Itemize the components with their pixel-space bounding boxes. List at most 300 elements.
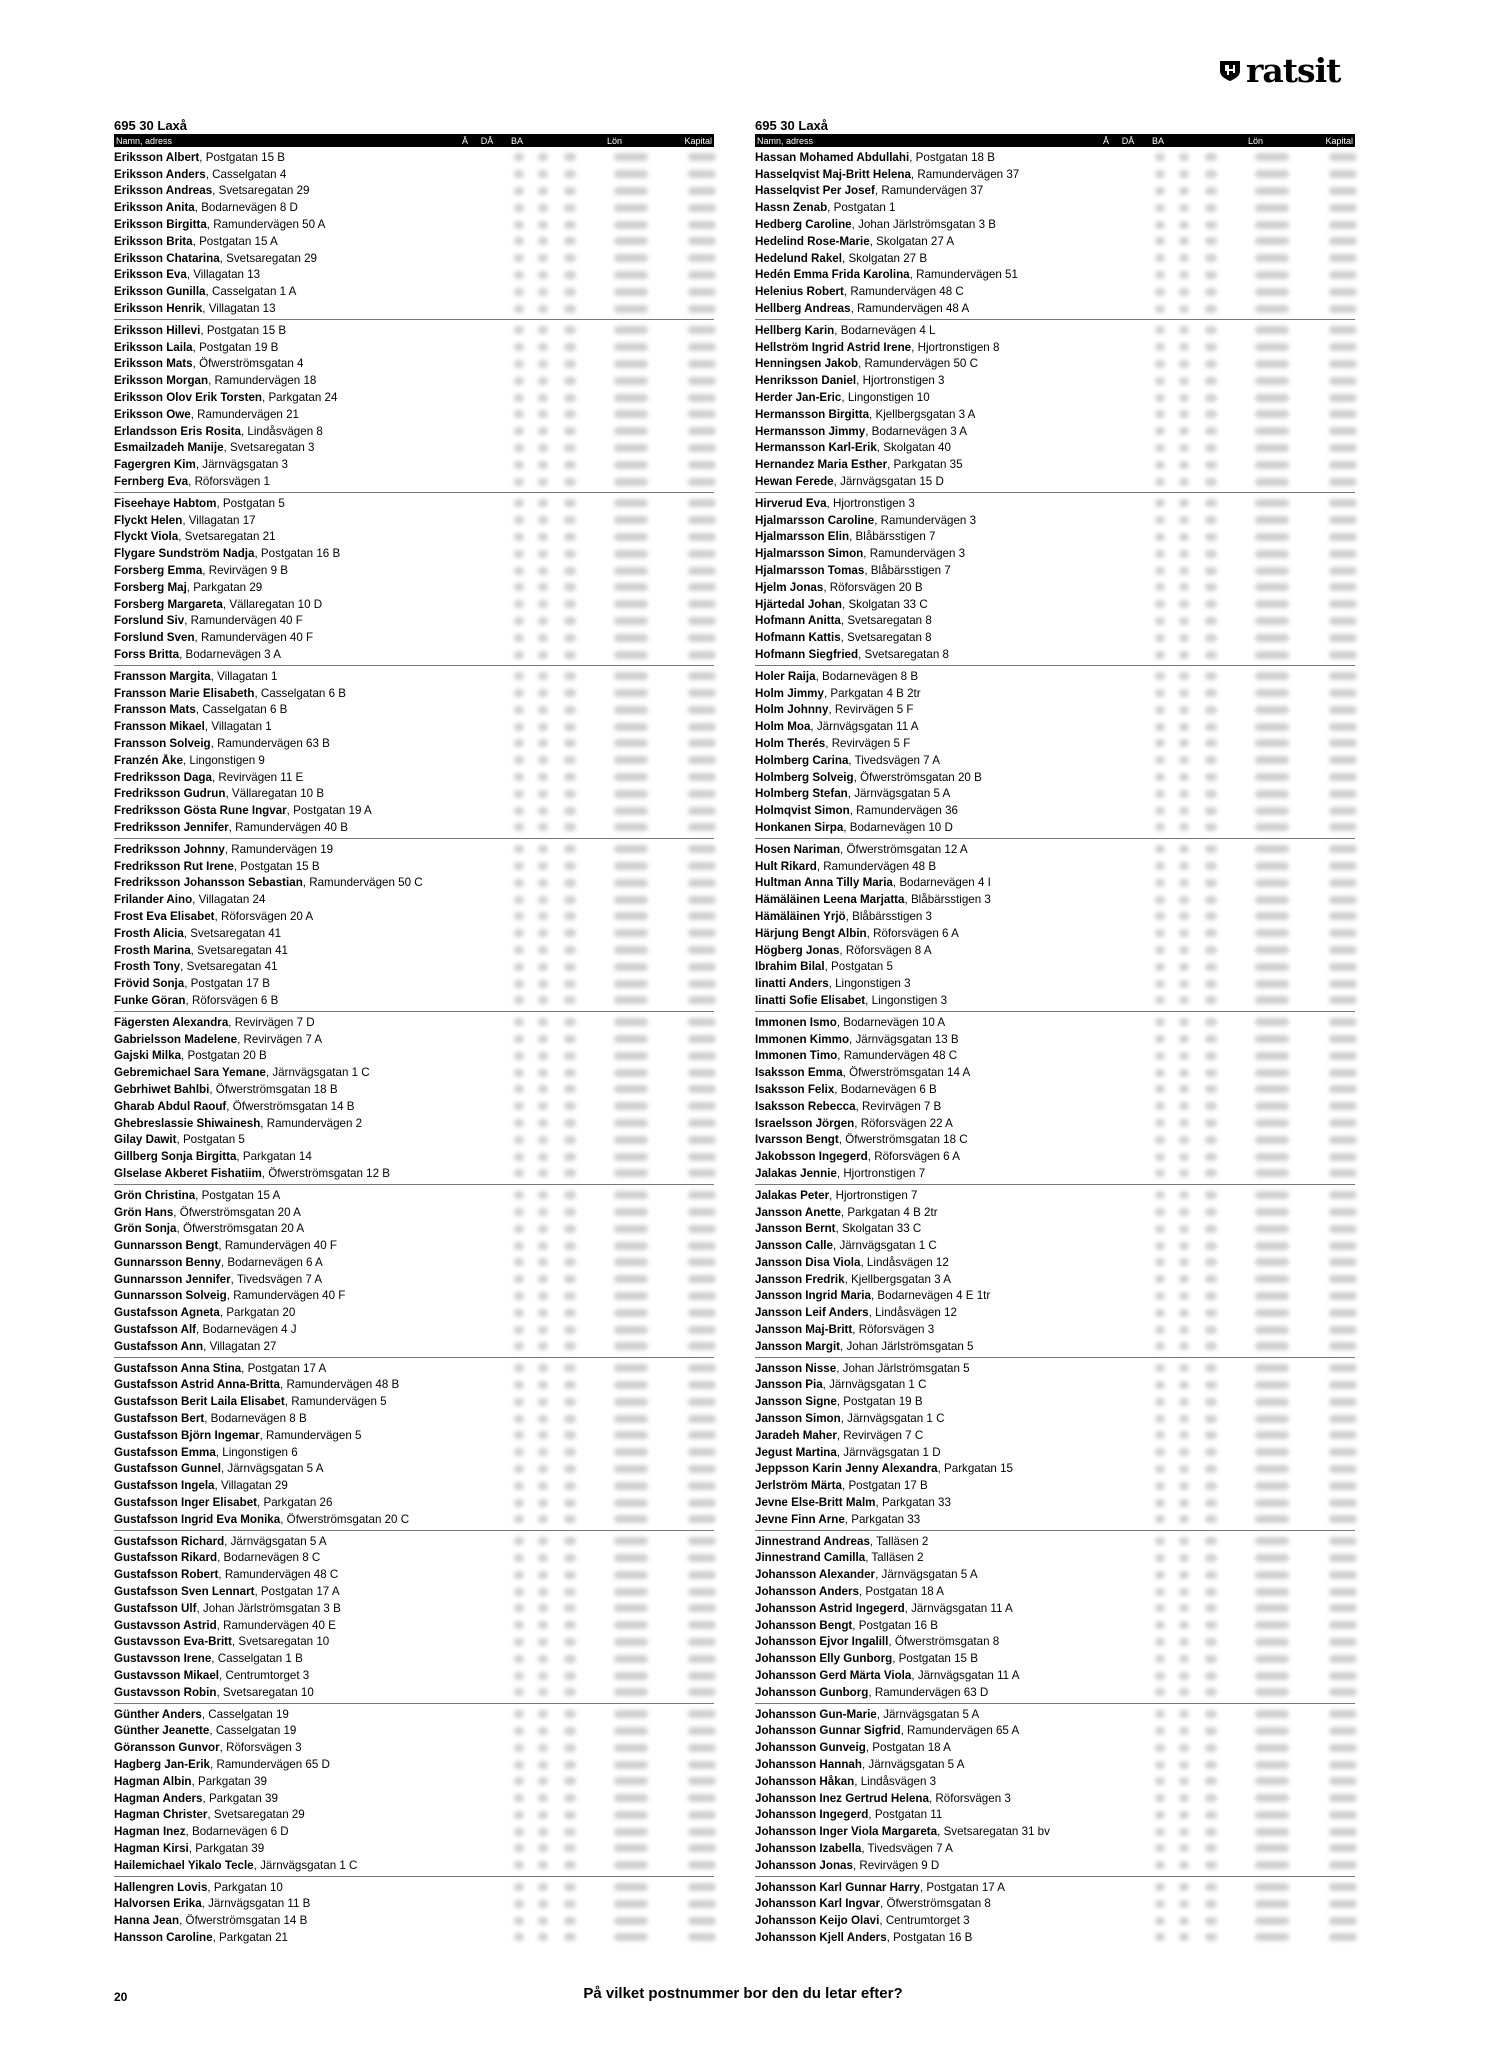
person-name: Gunnarsson Solveig <box>114 1289 227 1303</box>
redacted-values <box>514 1131 716 1148</box>
redacted-value <box>1329 1499 1357 1507</box>
person-address: Postgatan 19 A <box>293 804 372 818</box>
redacted-value <box>688 1326 716 1334</box>
redacted-values <box>1155 1667 1357 1684</box>
redacted-values <box>514 992 716 1009</box>
redacted-value <box>688 1571 716 1579</box>
person-address: Röforsvägen 8 A <box>845 943 932 957</box>
redacted-value <box>1255 1672 1289 1680</box>
redacted-value <box>514 672 524 680</box>
person-address: Ramundervägen 48 C <box>850 285 964 299</box>
redacted-values <box>1155 1338 1357 1355</box>
redacted-value <box>1329 1844 1357 1852</box>
redacted-value <box>1179 1744 1189 1752</box>
person-name: Jalakas Peter <box>755 1188 830 1202</box>
separator: , <box>201 1897 209 1911</box>
separator: , <box>911 1669 918 1683</box>
redacted-value <box>1205 170 1217 178</box>
header-name-address: Namn, adress <box>116 135 173 146</box>
person-address: Bodarnevägen 3 A <box>871 424 968 438</box>
redacted-value <box>1329 1588 1357 1596</box>
redacted-value <box>564 1917 576 1925</box>
redacted-value <box>1329 499 1357 507</box>
table-row <box>114 562 714 579</box>
person-entry <box>114 514 514 527</box>
redacted-values <box>1155 1031 1357 1048</box>
person-name: Immonen Ismo <box>755 1015 837 1029</box>
redacted-value <box>688 1309 716 1317</box>
person-address: Öfwerströmsgatan 12 A <box>846 842 968 856</box>
table-row <box>755 512 1355 529</box>
redacted-values <box>514 1807 716 1824</box>
redacted-value <box>1155 1588 1165 1596</box>
redacted-value <box>1205 672 1217 680</box>
redacted-value <box>564 1499 576 1507</box>
redacted-value <box>688 1153 716 1161</box>
redacted-value <box>564 980 576 988</box>
person-address: Öfwerströmsgatan 20 A <box>179 1205 301 1219</box>
redacted-value <box>688 1515 716 1523</box>
separator: , <box>220 1255 228 1269</box>
table-row <box>755 1377 1355 1394</box>
table-row <box>755 1427 1355 1444</box>
redacted-value <box>514 689 524 697</box>
person-entry <box>755 703 1155 716</box>
redacted-value <box>1329 288 1357 296</box>
redacted-values <box>514 975 716 992</box>
person-entry <box>114 1635 514 1648</box>
separator: , <box>186 268 194 282</box>
redacted-value <box>564 1777 576 1785</box>
table-row <box>114 685 714 702</box>
redacted-value <box>1205 1861 1217 1869</box>
redacted-values <box>1155 1187 1357 1204</box>
redacted-values <box>1155 769 1357 786</box>
redacted-values <box>514 529 716 546</box>
redacted-value <box>688 1431 716 1439</box>
table-row <box>755 1857 1355 1874</box>
redacted-value <box>564 153 576 161</box>
person-name: Jeppsson Karin Jenny Alexandra <box>755 1462 938 1476</box>
person-entry <box>114 547 514 560</box>
redacted-value <box>514 410 524 418</box>
separator: , <box>880 1897 887 1911</box>
redacted-value <box>538 1448 548 1456</box>
person-name: Fredriksson Daga <box>114 770 212 784</box>
redacted-value <box>1179 723 1189 731</box>
person-address: Villagatan 27 <box>209 1339 277 1353</box>
listing-group <box>114 322 714 493</box>
redacted-value <box>564 550 576 558</box>
redacted-value <box>1155 1655 1165 1663</box>
redacted-value <box>1329 1309 1357 1317</box>
person-name: Hofmann Siegfried <box>755 648 859 661</box>
redacted-values <box>514 1773 716 1790</box>
person-name: Hellberg Karin <box>755 323 835 337</box>
redacted-value <box>1179 672 1189 680</box>
listing-group <box>114 841 714 1012</box>
table-row <box>755 596 1355 613</box>
separator: , <box>190 407 198 421</box>
redacted-value <box>614 1588 648 1596</box>
redacted-value <box>538 807 548 815</box>
separator: , <box>836 1166 844 1180</box>
person-name: Holmberg Solveig <box>755 770 854 784</box>
redacted-value <box>614 1398 648 1406</box>
person-entry <box>114 302 514 315</box>
table-row <box>114 735 714 752</box>
person-entry <box>755 1741 1155 1754</box>
person-entry <box>755 391 1155 404</box>
person-name: Johansson Ingegerd <box>755 1808 869 1822</box>
redacted-values <box>514 1739 716 1756</box>
person-address: Lindåsvägen 12 <box>875 1306 957 1320</box>
person-entry <box>755 341 1155 354</box>
redacted-value <box>538 1515 548 1523</box>
redacted-value <box>514 1102 524 1110</box>
person-entry <box>755 1239 1155 1252</box>
redacted-value <box>1255 326 1289 334</box>
redacted-values <box>1155 1600 1357 1617</box>
redacted-value <box>1179 1326 1189 1334</box>
redacted-value <box>1155 153 1165 161</box>
redacted-value <box>564 1153 576 1161</box>
person-entry <box>755 821 1155 834</box>
table-row <box>114 802 714 819</box>
table-row <box>114 1667 714 1684</box>
separator: , <box>215 1445 223 1459</box>
person-address: Johan Järlströmsgatan 3 B <box>202 1601 341 1615</box>
person-address: Öfwerströmsgatan 20 B <box>860 770 982 784</box>
redacted-value <box>1155 1672 1165 1680</box>
redacted-value <box>538 1035 548 1043</box>
redacted-value <box>1255 912 1289 920</box>
redacted-value <box>1329 1191 1357 1199</box>
redacted-value <box>1205 996 1217 1004</box>
separator: , <box>874 513 881 527</box>
person-address: Svetsaregatan 29 <box>226 251 318 265</box>
redacted-value <box>1205 516 1217 524</box>
person-entry <box>114 977 514 990</box>
redacted-values <box>514 1444 716 1461</box>
person-name: Hjalmarsson Simon <box>755 547 864 561</box>
redacted-values <box>1155 1912 1357 1929</box>
redacted-value <box>1179 1727 1189 1735</box>
redacted-value <box>1155 343 1165 351</box>
person-entry <box>114 341 514 354</box>
redacted-value <box>538 1499 548 1507</box>
person-address: Ramundervägen 48 C <box>843 1049 958 1063</box>
person-address: Röforsvägen 6 A <box>873 926 959 940</box>
redacted-value <box>688 1465 716 1473</box>
redacted-value <box>1205 912 1217 920</box>
redacted-value <box>1205 377 1217 385</box>
person-name: Fägersten Alexandra <box>114 1015 229 1029</box>
table-row <box>114 199 714 216</box>
table-row <box>755 250 1355 267</box>
redacted-value <box>1255 879 1289 887</box>
person-entry <box>114 994 514 1007</box>
person-address: Lindåsvägen 12 <box>866 1255 949 1269</box>
redacted-value <box>1155 689 1165 697</box>
person-address: Öfwerströmsgatan 20 A <box>182 1222 305 1236</box>
redacted-values <box>514 1304 716 1321</box>
redacted-value <box>1205 1191 1217 1199</box>
redacted-values <box>1155 1410 1357 1427</box>
table-row <box>114 1031 714 1048</box>
person-entry <box>755 944 1155 957</box>
separator: , <box>865 424 872 438</box>
redacted-value <box>538 1588 548 1596</box>
person-entry <box>755 201 1155 214</box>
person-name: Hassan Mohamed Abdullahi <box>755 150 910 164</box>
person-name: Ibrahim Bilal <box>755 960 825 974</box>
redacted-value <box>614 444 648 452</box>
redacted-value <box>688 1191 716 1199</box>
separator: , <box>852 1618 859 1632</box>
separator: , <box>200 323 207 337</box>
redacted-value <box>1329 187 1357 195</box>
redacted-values <box>514 1047 716 1064</box>
redacted-value <box>538 1794 548 1802</box>
person-name: Franzén Åke <box>114 753 183 767</box>
redacted-values <box>1155 1634 1357 1651</box>
redacted-value <box>564 1794 576 1802</box>
person-entry <box>114 1133 514 1146</box>
redacted-value <box>614 1761 648 1769</box>
redacted-value <box>538 204 548 212</box>
redacted-value <box>1255 1727 1289 1735</box>
redacted-value <box>538 689 548 697</box>
redacted-values <box>514 718 716 735</box>
redacted-value <box>614 963 648 971</box>
person-address: Bodarnevägen 8 C <box>223 1551 321 1565</box>
ratsit-logo-icon <box>1218 58 1242 82</box>
redacted-value <box>564 723 576 731</box>
separator: , <box>226 1099 233 1113</box>
redacted-value <box>514 996 524 1004</box>
redacted-value <box>1155 1191 1165 1199</box>
person-name: Herder Jan-Eric <box>755 391 842 405</box>
redacted-value <box>1255 410 1289 418</box>
redacted-value <box>564 1811 576 1819</box>
redacted-value <box>1255 862 1289 870</box>
redacted-value <box>1179 790 1189 798</box>
separator: , <box>211 770 219 784</box>
person-name: Gustafsson Berit Laila Elisabet <box>114 1395 285 1409</box>
redacted-value <box>538 305 548 313</box>
redacted-value <box>514 394 524 402</box>
person-address: Ramundervägen 5 <box>291 1395 387 1409</box>
redacted-value <box>564 1672 576 1680</box>
redacted-value <box>564 204 576 212</box>
redacted-value <box>538 1415 548 1423</box>
person-name: Gustafsson Gunnel <box>114 1462 221 1476</box>
header-ba: BA <box>510 135 523 146</box>
redacted-value <box>1155 963 1165 971</box>
person-address: Revirvägen 9 B <box>208 564 288 578</box>
table-row <box>755 1912 1355 1929</box>
separator: , <box>909 268 917 282</box>
redacted-value <box>1205 1136 1217 1144</box>
redacted-value <box>614 1638 648 1646</box>
redacted-value <box>688 1638 716 1646</box>
person-address: Bodarnevägen 10 D <box>849 820 953 834</box>
redacted-value <box>538 1292 548 1300</box>
person-entry <box>114 1340 514 1353</box>
redacted-value <box>564 305 576 313</box>
person-address: Parkgatan 26 <box>263 1496 333 1510</box>
redacted-value <box>1179 617 1189 625</box>
redacted-value <box>1155 1933 1165 1941</box>
person-address: Lingonstigen 3 <box>871 993 948 1007</box>
person-name: Ghebreslassie Shiwainesh <box>114 1116 261 1130</box>
redacted-value <box>1155 1208 1165 1216</box>
redacted-value <box>1329 1604 1357 1612</box>
person-entry <box>114 843 514 856</box>
separator: , <box>845 909 853 923</box>
separator: , <box>826 496 833 510</box>
redacted-value <box>614 187 648 195</box>
header-da: DÅ <box>480 135 494 146</box>
redacted-value <box>514 896 524 904</box>
table-row <box>755 1723 1355 1740</box>
redacted-values <box>1155 992 1357 1009</box>
redacted-value <box>1205 1537 1217 1545</box>
redacted-value <box>564 1242 576 1250</box>
redacted-value <box>1179 410 1189 418</box>
redacted-value <box>1179 1292 1189 1300</box>
redacted-value <box>614 153 648 161</box>
listing-group <box>114 149 714 320</box>
separator: , <box>824 960 832 974</box>
redacted-values <box>514 1756 716 1773</box>
redacted-value <box>564 790 576 798</box>
redacted-value <box>1179 394 1189 402</box>
person-address: Järnvägsgatan 5 A <box>230 1534 327 1548</box>
redacted-value <box>564 427 576 435</box>
redacted-value <box>564 617 576 625</box>
redacted-value <box>1255 1191 1289 1199</box>
table-row <box>755 1895 1355 1912</box>
person-entry <box>114 737 514 750</box>
redacted-value <box>1155 326 1165 334</box>
redacted-value <box>1205 1688 1217 1696</box>
person-name: Funke Göran <box>114 993 186 1007</box>
person-name: Honkanen Sirpa <box>755 820 844 834</box>
redacted-value <box>1329 1900 1357 1908</box>
redacted-value <box>564 896 576 904</box>
person-name: Hagman Albin <box>114 1774 192 1788</box>
column-header <box>114 134 714 147</box>
person-name: Hagman Inez <box>114 1825 186 1839</box>
redacted-value <box>1255 1917 1289 1925</box>
person-entry <box>755 1568 1155 1581</box>
person-entry <box>114 1686 514 1699</box>
table-row <box>114 322 714 339</box>
redacted-value <box>1155 1777 1165 1785</box>
redacted-values <box>1155 1115 1357 1132</box>
listing-column-right <box>755 117 1355 1950</box>
redacted-value <box>538 1208 548 1216</box>
redacted-values <box>514 1617 716 1634</box>
redacted-value <box>514 533 524 541</box>
redacted-values <box>514 1165 716 1182</box>
person-entry <box>755 1222 1155 1235</box>
listing-group <box>755 1533 1355 1704</box>
redacted-value <box>1155 1085 1165 1093</box>
redacted-values <box>514 1823 716 1840</box>
redacted-value <box>1205 187 1217 195</box>
redacted-value <box>1329 1448 1357 1456</box>
person-name: Hjalmarsson Tomas <box>755 564 865 578</box>
listing-column-left <box>114 117 714 1950</box>
redacted-value <box>1329 305 1357 313</box>
table-row <box>114 596 714 613</box>
redacted-value <box>514 499 524 507</box>
redacted-value <box>1179 1136 1189 1144</box>
redacted-value <box>688 1102 716 1110</box>
header-age: Å <box>461 135 468 146</box>
listing-group <box>755 1360 1355 1531</box>
redacted-value <box>1155 790 1165 798</box>
redacted-value <box>514 444 524 452</box>
redacted-value <box>538 1482 548 1490</box>
redacted-value <box>688 617 716 625</box>
redacted-value <box>1179 1588 1189 1596</box>
redacted-value <box>538 1342 548 1350</box>
redacted-value <box>1205 1571 1217 1579</box>
separator: , <box>223 441 230 455</box>
person-entry <box>755 1273 1155 1286</box>
person-name: Hirverud Eva <box>755 496 827 510</box>
person-name: Eriksson Mats <box>114 357 193 371</box>
redacted-value <box>1155 1292 1165 1300</box>
redacted-values <box>1155 356 1357 373</box>
redacted-value <box>514 1242 524 1250</box>
redacted-value <box>1329 1621 1357 1629</box>
table-row <box>755 1204 1355 1221</box>
separator: , <box>865 1551 872 1565</box>
person-address: Bodarnevägen 3 A <box>185 648 281 661</box>
separator: , <box>259 1428 267 1442</box>
header-age: Å <box>1102 135 1109 146</box>
separator: , <box>841 597 849 611</box>
person-address: Villagatan 29 <box>220 1479 288 1493</box>
redacted-value <box>1205 823 1217 831</box>
redacted-value <box>688 1364 716 1372</box>
redacted-value <box>538 1761 548 1769</box>
table-row <box>114 1650 714 1667</box>
person-address: Ramundervägen 63 D <box>874 1685 989 1699</box>
table-row <box>114 233 714 250</box>
redacted-value <box>1205 288 1217 296</box>
separator: , <box>265 1066 273 1080</box>
table-row <box>114 149 714 166</box>
redacted-value <box>614 1448 648 1456</box>
table-row <box>114 512 714 529</box>
table-row <box>114 1187 714 1204</box>
redacted-value <box>1329 1069 1357 1077</box>
redacted-value <box>1255 1225 1289 1233</box>
redacted-value <box>1179 1638 1189 1646</box>
redacted-value <box>688 1811 716 1819</box>
redacted-value <box>614 1415 648 1423</box>
person-entry <box>755 1914 1155 1927</box>
person-name: Johansson Gun-Marie <box>755 1707 877 1721</box>
table-row <box>114 1566 714 1583</box>
redacted-value <box>1179 1225 1189 1233</box>
